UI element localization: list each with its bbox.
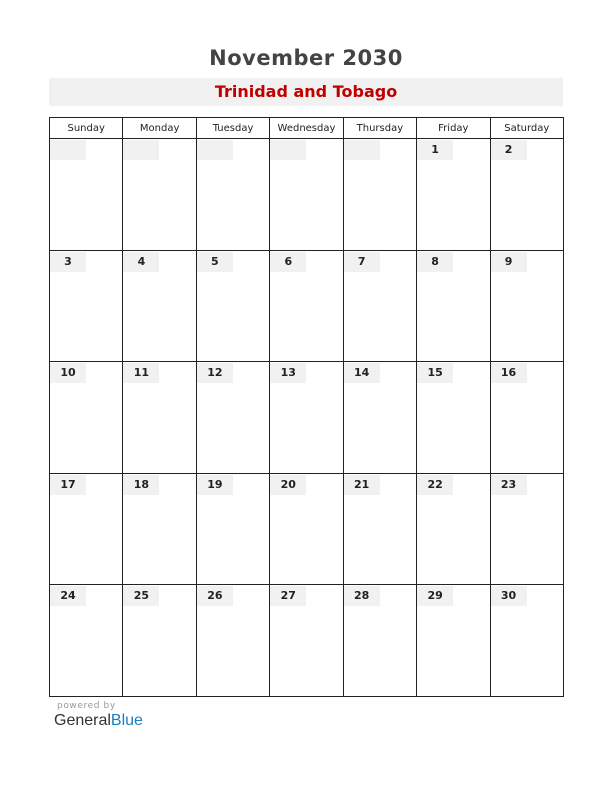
weekday-monday: Monday	[123, 118, 196, 139]
weekday-thursday: Thursday	[343, 118, 416, 139]
day-number: 1	[417, 140, 453, 160]
day-cell	[490, 585, 563, 697]
day-number: 22	[417, 475, 453, 495]
powered-by-text: powered by	[57, 701, 116, 711]
calendar-grid	[49, 117, 564, 697]
day-number: 29	[417, 586, 453, 606]
day-cell	[490, 362, 563, 474]
weekday-friday: Friday	[417, 118, 490, 139]
day-number: 16	[491, 363, 527, 383]
week-row	[50, 585, 564, 697]
empty-day-marker	[270, 140, 306, 160]
day-cell	[196, 473, 269, 585]
day-cell	[50, 362, 123, 474]
day-number: 12	[197, 363, 233, 383]
day-number: 17	[50, 475, 86, 495]
day-cell	[270, 362, 343, 474]
day-number: 27	[270, 586, 306, 606]
day-number: 14	[344, 363, 380, 383]
week-row	[50, 473, 564, 585]
day-number: 20	[270, 475, 306, 495]
empty-day-marker	[50, 140, 86, 160]
page-title: November 2030	[209, 46, 403, 70]
day-number: 26	[197, 586, 233, 606]
day-number: 30	[491, 586, 527, 606]
day-cell	[196, 139, 269, 251]
day-cell	[417, 139, 490, 251]
day-number: 25	[123, 586, 159, 606]
day-number: 18	[123, 475, 159, 495]
day-cell	[343, 139, 416, 251]
day-cell	[50, 473, 123, 585]
day-cell	[343, 473, 416, 585]
day-cell	[196, 250, 269, 362]
day-cell	[417, 250, 490, 362]
day-cell	[270, 139, 343, 251]
day-cell	[417, 473, 490, 585]
day-cell	[196, 362, 269, 474]
week-row	[50, 139, 564, 251]
day-cell	[343, 250, 416, 362]
brand-logo-general: General	[54, 712, 111, 729]
day-number: 19	[197, 475, 233, 495]
weekday-sunday: Sunday	[50, 118, 123, 139]
day-cell	[123, 585, 196, 697]
day-number: 28	[344, 586, 380, 606]
country-name: Trinidad and Tobago	[214, 82, 398, 101]
day-cell	[50, 139, 123, 251]
day-number: 7	[344, 252, 380, 272]
day-cell	[343, 362, 416, 474]
day-number: 23	[491, 475, 527, 495]
brand-logo[interactable]	[54, 712, 143, 730]
weekday-saturday: Saturday	[490, 118, 563, 139]
day-number: 5	[197, 252, 233, 272]
day-number: 21	[344, 475, 380, 495]
day-cell	[270, 585, 343, 697]
day-cell	[123, 362, 196, 474]
weekday-wednesday: Wednesday	[270, 118, 343, 139]
day-cell	[417, 585, 490, 697]
day-cell	[343, 585, 416, 697]
calendar-body	[50, 139, 564, 697]
country-banner	[49, 78, 563, 106]
day-number: 13	[270, 363, 306, 383]
brand-logo-blue: Blue	[110, 712, 143, 729]
day-cell	[196, 585, 269, 697]
day-cell	[123, 139, 196, 251]
weekday-tuesday: Tuesday	[196, 118, 269, 139]
day-number: 24	[50, 586, 86, 606]
empty-day-marker	[197, 140, 233, 160]
day-cell	[270, 473, 343, 585]
empty-day-marker	[344, 140, 380, 160]
day-cell	[417, 362, 490, 474]
week-row	[50, 250, 564, 362]
empty-day-marker	[123, 140, 159, 160]
day-number: 15	[417, 363, 453, 383]
day-number: 4	[123, 252, 159, 272]
day-cell	[490, 250, 563, 362]
day-number: 6	[270, 252, 306, 272]
day-cell	[50, 585, 123, 697]
day-number: 8	[417, 252, 453, 272]
day-cell	[123, 250, 196, 362]
day-cell	[490, 139, 563, 251]
day-number: 2	[491, 140, 527, 160]
day-number: 10	[50, 363, 86, 383]
weekday-header-row	[50, 118, 564, 139]
day-cell	[490, 473, 563, 585]
week-row	[50, 362, 564, 474]
day-cell	[50, 250, 123, 362]
day-number: 11	[123, 363, 159, 383]
day-number: 9	[491, 252, 527, 272]
day-cell	[123, 473, 196, 585]
day-number: 3	[50, 252, 86, 272]
day-cell	[270, 250, 343, 362]
